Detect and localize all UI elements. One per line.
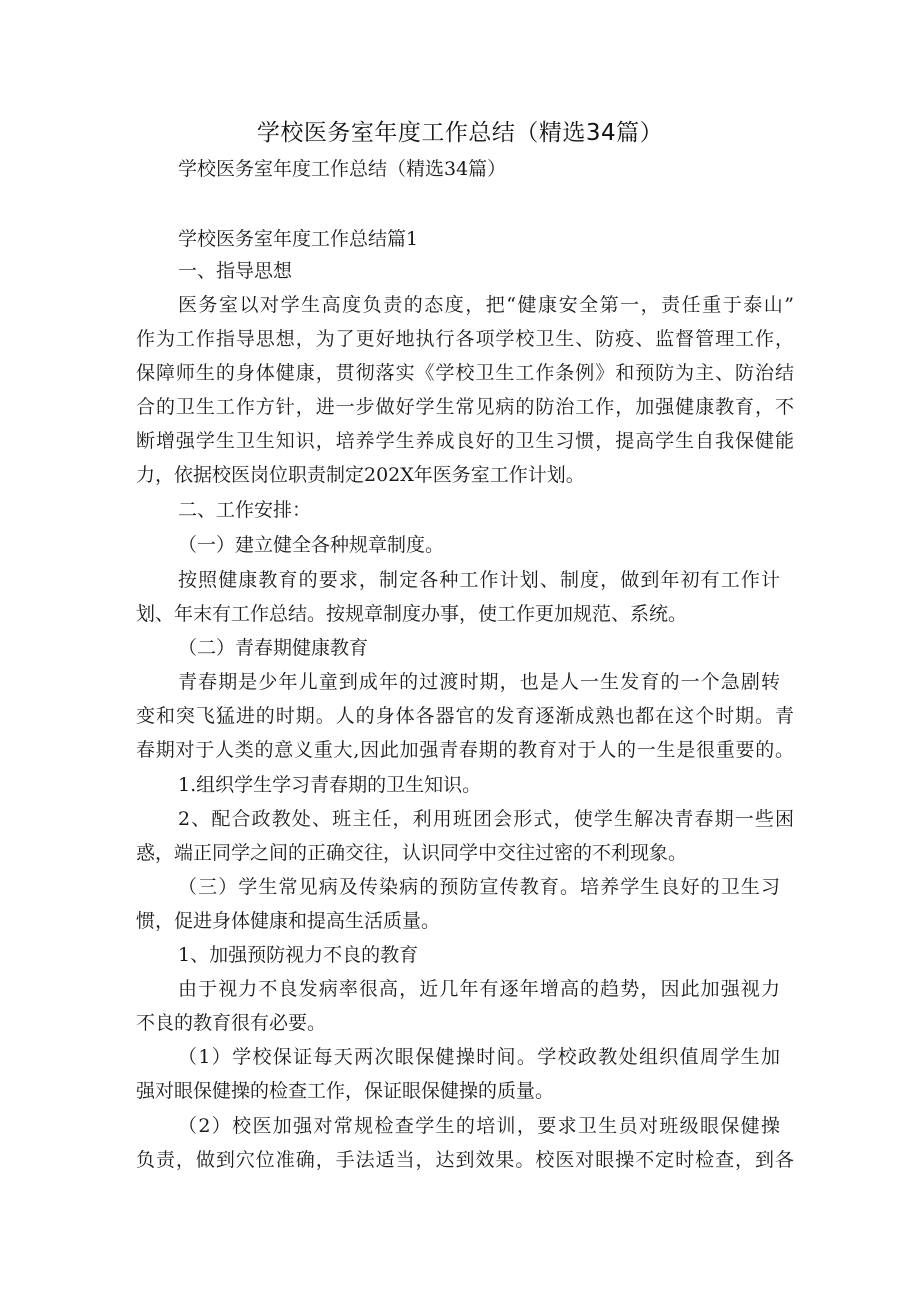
subheading-disease-prevention: （三）学生常见病及传染病的预防宣传教育。培养学生良好的卫生习 [178, 876, 780, 898]
paragraph-line: 作为工作指导思想，为了更好地执行各项学校卫生、防疫、监督管理工作， [136, 328, 794, 350]
heading-work-arrangement: 二、工作安排： [178, 499, 312, 521]
document-subtitle: 学校医务室年度工作总结（精选34篇） [178, 158, 507, 180]
paragraph-line: 合的卫生工作方针，进一步做好学生常见病的防治工作，加强健康教育，不 [136, 396, 794, 418]
paragraph-line: 负责，做到穴位准确，手法适当，达到效果。校医对眼操不定时检查，到各 [136, 1149, 794, 1171]
paragraph-line: 青春期是少年儿童到成年的过渡时期，也是人一生发育的一个急剧转 [178, 671, 780, 693]
paragraph-line: 划、年末有工作总结。按规章制度办事，使工作更加规范、系统。 [136, 603, 688, 625]
paragraph-line: 惑，端正同学之间的正确交往，认识同学中交往过密的不利现象。 [136, 842, 688, 864]
subheading-adolescence: （二）青春期健康教育 [178, 637, 369, 659]
paragraph-line: 变和突飞猛进的时期。人的身体各器官的发育逐渐成熟也都在这个时期。青 [136, 705, 794, 727]
paragraph-line: 医务室以对学生高度负责的态度，把“健康安全第一，责任重于泰山” [178, 294, 794, 316]
paragraph-line: 强对眼保健操的检查工作，保证眼保健操的质量。 [136, 1080, 555, 1102]
paragraph-line: 春期对于人类的意义重大,因此加强青春期的教育对于人的一生是很重要的。 [136, 739, 794, 761]
document-title: 学校医务室年度工作总结（精选34篇） [256, 120, 664, 146]
list-item: 1.组织学生学习青春期的卫生知识。 [178, 774, 482, 796]
paragraph-line: 不良的教育很有必要。 [136, 1012, 327, 1034]
paragraph-line: 惯，促进身体健康和提高生活质量。 [136, 910, 441, 932]
paragraph-line: 断增强学生卫生知识，培养学生养成良好的卫生习惯，提高学生自我保健能 [136, 430, 794, 452]
heading-guiding-idea: 一、指导思想 [178, 260, 293, 282]
paragraph-line: 由于视力不良发病率很高，近几年有逐年增高的趋势，因此加强视力 [178, 978, 780, 1000]
section-heading: 学校医务室年度工作总结篇1 [178, 228, 419, 250]
paragraph-line: 按照健康教育的要求，制定各种工作计划、制度，做到年初有工作计 [178, 569, 780, 591]
list-item: 1、加强预防视力不良的教育 [178, 944, 419, 966]
list-item: （1）学校保证每天两次眼保健操时间。学校政教处组织值周学生加 [178, 1046, 780, 1068]
list-item: 2、配合政教处、班主任，利用班团会形式，使学生解决青春期一些困 [178, 808, 794, 830]
paragraph-line: 力，依据校医岗位职责制定202X年医务室工作计划。 [136, 464, 585, 486]
paragraph-line: 保障师生的身体健康，贯彻落实《学校卫生工作条例》和预防为主、防治结 [136, 362, 794, 384]
subheading-rules: （一）建立健全各种规章制度。 [178, 534, 445, 556]
list-item: （2）校医加强对常规检查学生的培训，要求卫生员对班级眼保健操 [178, 1115, 780, 1137]
